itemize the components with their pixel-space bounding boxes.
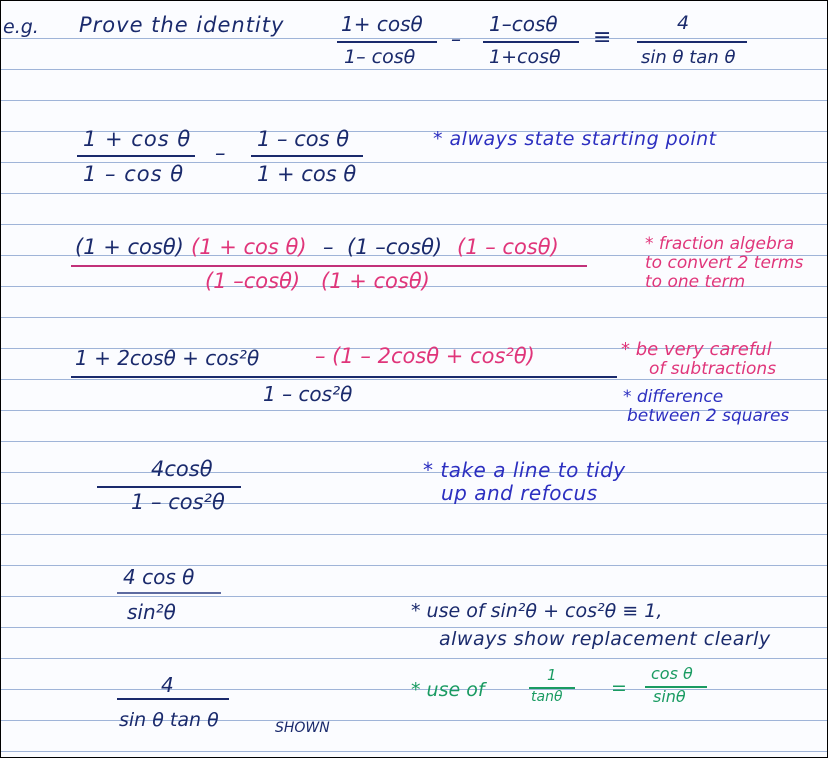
identity-minus: – [451, 27, 461, 51]
step6-note-frac-numerator: 1 [547, 666, 557, 684]
step6-denominator: sin θ tan θ [119, 709, 219, 731]
step6-note-prefix: * use of [411, 679, 485, 701]
step1-minus: – [215, 141, 226, 165]
step6-note-result-denominator: sinθ [653, 687, 686, 706]
step6-numerator: 4 [161, 673, 174, 697]
step5-denominator: sin²θ [127, 600, 176, 624]
step4-note-line2: up and refocus [441, 481, 598, 505]
identity-lhs2-numerator: 1–cosθ [489, 12, 558, 36]
step4-denominator: 1 – cos²θ [131, 490, 225, 514]
identity-equiv-sign: ≡ [593, 25, 612, 50]
step3-denominator: 1 – cos²θ [263, 382, 353, 406]
step2-numerator-term1: (1 + cosθ) [75, 235, 184, 259]
step1-fraction1-bar [77, 155, 195, 157]
step4-note-line1: * take a line to tidy [423, 458, 626, 482]
step4-fraction-bar [97, 486, 241, 488]
step2-denominator-term2: (1 + cosθ) [321, 269, 430, 293]
step2-fraction-bar [71, 265, 587, 267]
step6-note-result-numerator: cos θ [651, 664, 693, 683]
shown-label: SHOWN [275, 720, 330, 736]
step6-note-equals: = [611, 677, 627, 699]
step1-fraction2-denominator: 1 + cos θ [257, 162, 357, 186]
step3-fraction-bar [71, 376, 617, 378]
step1-fraction1-denominator: 1 – cos θ [83, 162, 185, 186]
step2-numerator-term4: (1 – cosθ) [457, 235, 559, 259]
step2-denominator-term1: (1 –cosθ) [205, 269, 301, 293]
step3-numerator-part1: 1 + 2cosθ + cos²θ [75, 346, 260, 370]
identity-rhs-numerator: 4 [677, 12, 690, 34]
step3-note1-line1: * be very careful [621, 339, 772, 360]
step5-note-line1: * use of sin²θ + cos²θ ≡ 1, [411, 600, 663, 622]
prove-heading: Prove the identity [79, 13, 285, 37]
step6-fraction-bar [117, 698, 229, 700]
step5-note-line2: always show replacement clearly [439, 628, 771, 650]
step5-numerator: 4 cos θ [123, 565, 195, 589]
step2-numerator-term2: (1 + cos θ) [191, 235, 307, 259]
step2-numerator-minus: – [323, 235, 334, 259]
step3-note2-line1: * difference [623, 387, 724, 407]
step3-numerator-part2: – (1 – 2cosθ + cos²θ) [315, 344, 535, 368]
identity-rhs-denominator: sin θ tan θ [641, 47, 736, 68]
step2-note-line1: * fraction algebra [645, 234, 795, 254]
step6-note-frac-denominator: tanθ [531, 689, 563, 705]
step2-note-line3: to one term [645, 272, 746, 292]
step5-fraction-bar [117, 592, 221, 594]
step1-note-starting-point: * always state starting point [433, 128, 717, 150]
step3-note1-line2: of subtractions [649, 359, 777, 379]
identity-lhs2-denominator: 1+cosθ [489, 46, 561, 68]
identity-lhs2-fraction-bar [483, 41, 579, 43]
identity-rhs-fraction-bar [637, 41, 747, 43]
step4-numerator: 4cosθ [151, 457, 213, 481]
identity-lhs1-denominator: 1– cosθ [344, 46, 416, 68]
identity-lhs1-fraction-bar [337, 41, 437, 43]
example-label: e.g. [3, 16, 39, 38]
step1-fraction2-numerator: 1 – cos θ [257, 127, 350, 151]
identity-lhs1-numerator: 1+ cosθ [341, 12, 423, 36]
step3-note2-line2: between 2 squares [627, 406, 790, 426]
step2-numerator-term3: (1 –cosθ) [347, 235, 443, 259]
step1-fraction1-numerator: 1 + cos θ [83, 127, 192, 151]
step2-note-line2: to convert 2 terms [645, 253, 804, 273]
step1-fraction2-bar [251, 155, 363, 157]
